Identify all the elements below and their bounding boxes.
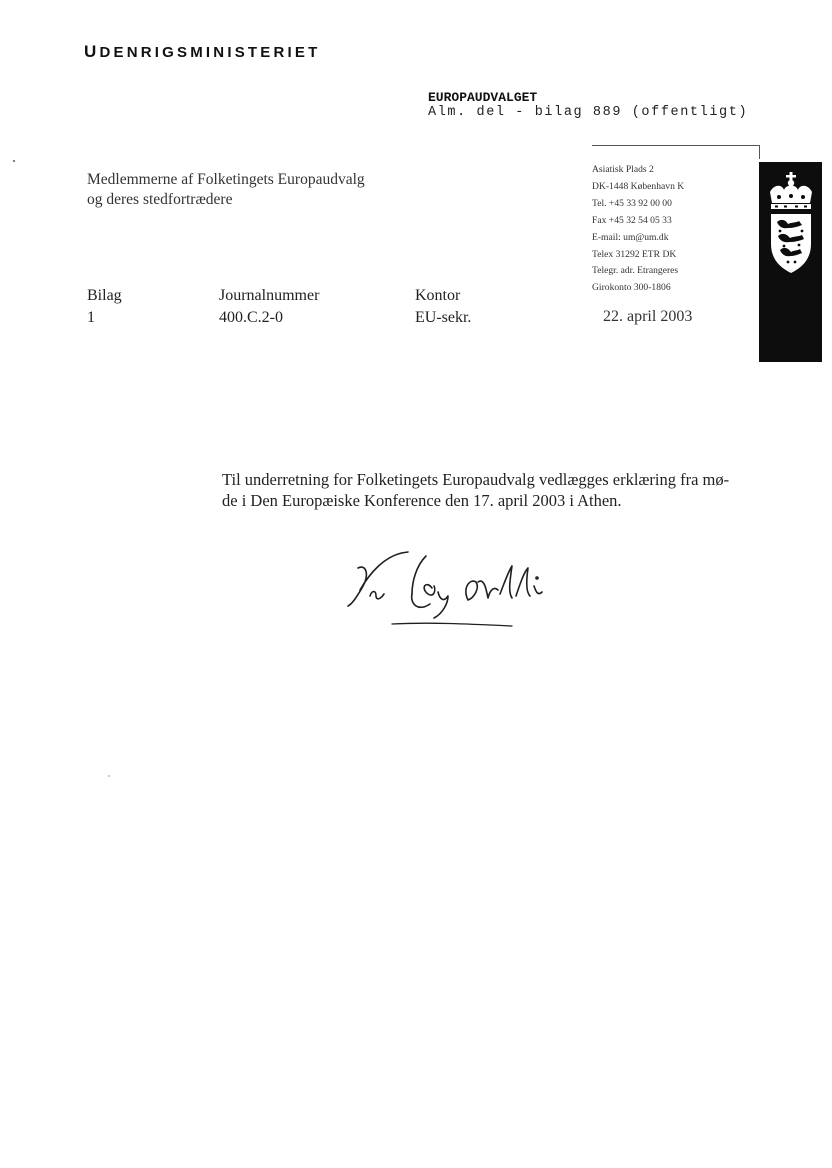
recipient-block [87,170,365,210]
committee-stamp: EUROPAUDVALGET [428,90,538,105]
address-tel: Tel. +45 33 92 00 00 [592,197,672,209]
address-telex: Telex 31292 ETR DK [592,248,677,260]
royal-crest-icon [766,170,816,280]
ministry-name [84,42,320,62]
journal-value: 400.C.2-0 [219,309,283,326]
kontor-value: EU-sekr. [415,309,472,326]
scan-speck [108,775,110,777]
bilag-label: Bilag [87,287,122,304]
address-email: E-mail: um@um.dk [592,231,669,243]
body-text [222,469,762,511]
body-line-1: Til underretning for Folketingets Europaudvalg vedlægges erklæring fra mø- [222,470,730,489]
address-giro: Girokonto 300-1806 [592,282,671,294]
recipient-line-1: Medlemmerne af Folketingets Europaudvalg [87,171,365,188]
crest-panel [759,162,822,362]
address-city: DK-1448 København K [592,180,685,192]
handwritten-signature [340,548,570,643]
bilag-value: 1 [87,309,95,326]
body-line-2: de i Den Europæiske Konference den 17. april 2003 i Athen. [222,491,622,510]
letter-date: 22. april 2003 [603,308,693,325]
kontor-label: Kontor [415,287,461,304]
scan-speck [13,160,15,162]
address-rule-tick [759,145,760,159]
journal-label: Journalnummer [219,287,320,304]
address-street: Asiatisk Plads 2 [592,164,654,175]
address-fax: Fax +45 32 54 05 33 [592,214,672,226]
ministry-name-initial: U [84,42,100,61]
address-block [592,162,684,297]
address-telegram: Telegr. adr. Etrangeres [592,265,679,277]
recipient-line-2: og deres stedfortrædere [87,191,233,208]
document-reference: Alm. del - bilag 889 (offentligt) [428,105,749,120]
ministry-name-rest: DENRIGSMINISTERIET [99,44,321,61]
address-rule [592,145,760,146]
